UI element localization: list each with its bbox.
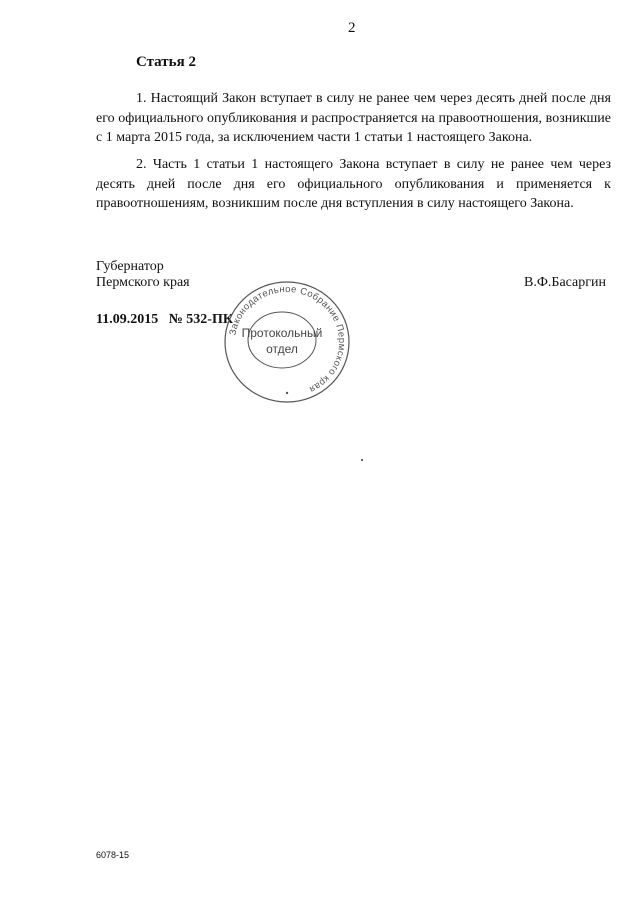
signatory-title-line-1: Губернатор bbox=[96, 259, 164, 274]
law-date: 11.09.2015 bbox=[96, 312, 159, 327]
law-number: № 532-ПК bbox=[168, 312, 234, 327]
law-date-number bbox=[96, 312, 233, 328]
stray-mark bbox=[361, 459, 363, 461]
seal-inner-ring bbox=[248, 312, 316, 368]
article-paragraph-1: 1. Настоящий Закон вступает в силу не ранее чем через десять дней после дня его официального опубликования и распространяется на правоотношения, возникшие с 1 марта 2015 года, за исключением части 1 статьи 1 настоящего Закона. bbox=[96, 91, 611, 145]
document-code: 6078-15 bbox=[96, 850, 130, 860]
official-seal-stamp bbox=[222, 280, 352, 404]
seal-center-line-2: отдел bbox=[266, 342, 298, 356]
seal-center-line-1: Протокольный bbox=[241, 326, 323, 340]
seal-dot bbox=[286, 392, 288, 394]
signatory-title-line-2: Пермского края bbox=[96, 275, 190, 290]
seal-ring-text: Законодательное Собрание Пермского края bbox=[227, 283, 348, 395]
page-number: 2 bbox=[348, 20, 356, 36]
signatory-name: В.Ф.Басаргин bbox=[524, 275, 606, 290]
article-paragraph-2: 2. Часть 1 статьи 1 настоящего Закона вступает в силу не ранее чем через десять дней после дня его официального опубликования и применяется к правоотношениям, возникшим после дня вступления в силу настоящего Закона. bbox=[96, 157, 611, 211]
article-heading: Статья 2 bbox=[136, 54, 196, 70]
signatory-title bbox=[96, 259, 190, 291]
